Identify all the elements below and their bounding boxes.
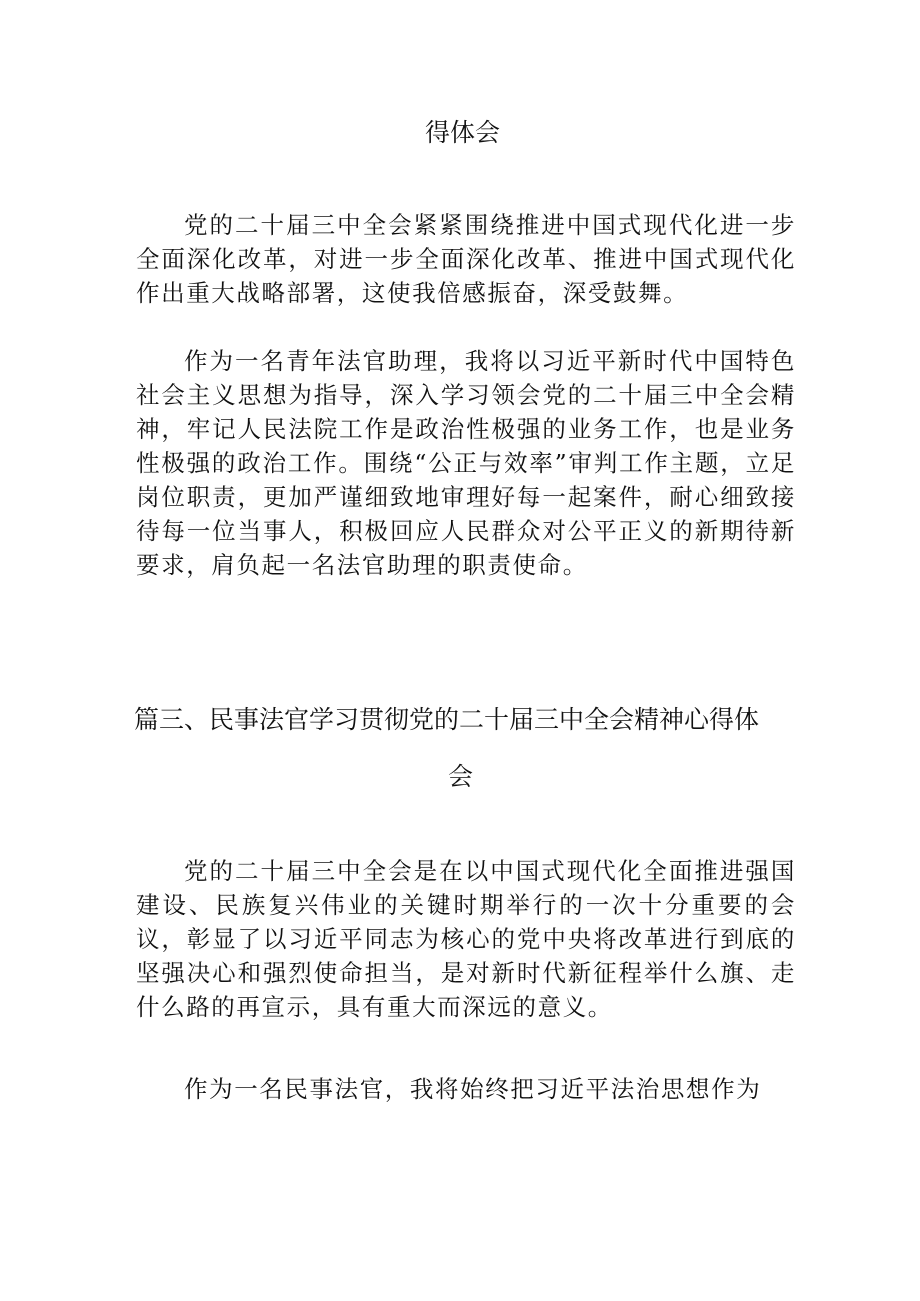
paragraph-4: 作为一名民事法官，我将始终把习近平法治思想作为 [184,1075,762,1103]
paragraph-2: 作为一名青年法官助理，我将以习近平新时代中国特色社会主义思想为指导，深入学习领会党的二十届三中全会精神，牢记人民法院工作是政治性极强的业务工作，也是业务性极强的政治工作。围绕“公正与效率”审判工作主题，立足岗位职责，更加严谨细致地审理好每一起案件，耐心细致接待每一位当事人，积极回应人民群众对公平正义的新期待新要求，肩负起一名法官助理的职责使命。 [136,347,796,579]
section-3-title-line-2: 会 [448,762,474,791]
continued-heading: 得体会 [425,118,501,147]
section-3-title-line-1: 篇三、民事法官学习贯彻党的二十届三中全会精神心得体 [134,705,760,734]
paragraph-1: 党的二十届三中全会紧紧围绕推进中国式现代化进一步全面深化改革，对进一步全面深化改革、推进中国式现代化作出重大战略部署，这使我倍感振奋，深受鼓舞。 [136,211,796,307]
paragraph-3: 党的二十届三中全会是在以中国式现代化全面推进强国建设、民族复兴伟业的关键时期举行的一次十分重要的会议，彰显了以习近平同志为核心的党中央将改革进行到底的坚强决心和强烈使命担当，是对新时代新征程举什么旗、走什么路的再宣示，具有重大而深远的意义。 [136,857,796,1021]
